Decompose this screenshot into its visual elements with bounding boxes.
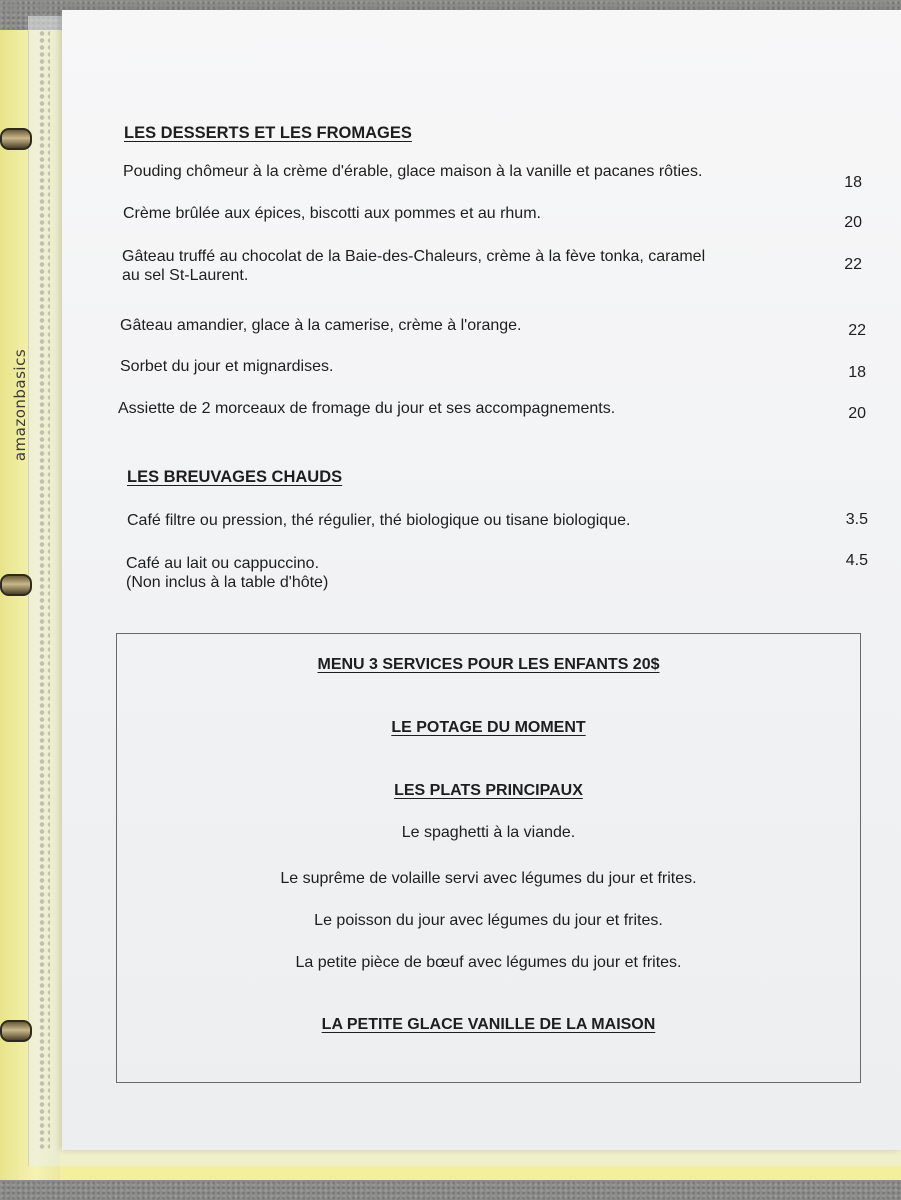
binder-ring-icon xyxy=(0,574,32,596)
sheet-protector-perforation xyxy=(38,30,50,1150)
beverages-heading: LES BREUVAGES CHAUDS xyxy=(127,468,343,486)
binder-ring-icon xyxy=(0,1020,32,1042)
dessert-item-text: Gâteau truffé au chocolat de la Baie-des-Chaleurs, crème à la fève tonka, caramel xyxy=(122,248,706,265)
kids-main-item: Le suprême de volaille servi avec légumes du jour et frites. xyxy=(280,870,697,887)
kids-menu-title: MENU 3 SERVICES POUR LES ENFANTS 20$ xyxy=(317,656,660,673)
kids-mains-heading: LES PLATS PRINCIPAUX xyxy=(394,782,583,799)
dessert-price: 20 xyxy=(844,214,862,231)
beverage-item xyxy=(126,554,328,592)
dessert-price: 22 xyxy=(848,322,866,339)
beverage-item-note: (Non inclus à la table d'hôte) xyxy=(126,574,329,591)
kids-dessert-heading: LA PETITE GLACE VANILLE DE LA MAISON xyxy=(321,1016,656,1033)
dessert-price: 22 xyxy=(844,256,862,273)
dessert-item-text: Assiette de 2 morceaux de fromage du jour et ses accompagnements. xyxy=(118,400,616,417)
dessert-item-text: Sorbet du jour et mignardises. xyxy=(120,358,334,375)
kids-menu-box xyxy=(116,633,861,1083)
beverage-price: 3.5 xyxy=(845,511,868,528)
dessert-item xyxy=(120,316,522,335)
desserts-heading: LES DESSERTS ET LES FROMAGES xyxy=(124,124,412,142)
dessert-price: 20 xyxy=(848,405,866,422)
kids-main-item: Le poisson du jour avec légumes du jour et frites. xyxy=(314,912,663,929)
kids-soup-heading: LE POTAGE DU MOMENT xyxy=(391,719,586,736)
kids-main-item: Le spaghetti à la viande. xyxy=(401,824,576,841)
dessert-item-text: Pouding chômeur à la crème d'érable, glace maison à la vanille et pacanes rôties. xyxy=(123,163,703,180)
dessert-price: 18 xyxy=(848,364,866,381)
dessert-item-text-continued: au sel St-Laurent. xyxy=(122,267,249,284)
dessert-item xyxy=(122,247,705,285)
dessert-item xyxy=(120,357,333,376)
beverage-item xyxy=(127,511,630,530)
dessert-price: 18 xyxy=(844,174,862,191)
dessert-item xyxy=(118,399,615,418)
dessert-item xyxy=(123,162,702,181)
dessert-item xyxy=(123,204,541,223)
binder-ring-icon xyxy=(0,128,32,150)
binder-brand-label: amazonbasics xyxy=(11,348,29,462)
dessert-item-text: Crème brûlée aux épices, biscotti aux pommes et au rhum. xyxy=(123,205,541,222)
beverage-price: 4.5 xyxy=(845,552,868,569)
beverage-item-text: Café au lait ou cappuccino. xyxy=(126,555,320,572)
beverage-item-text: Café filtre ou pression, thé régulier, thé biologique ou tisane biologique. xyxy=(127,512,631,529)
kids-main-item: La petite pièce de bœuf avec légumes du jour et frites. xyxy=(295,954,682,971)
dessert-item-text: Gâteau amandier, glace à la camerise, crème à l'orange. xyxy=(120,317,522,334)
